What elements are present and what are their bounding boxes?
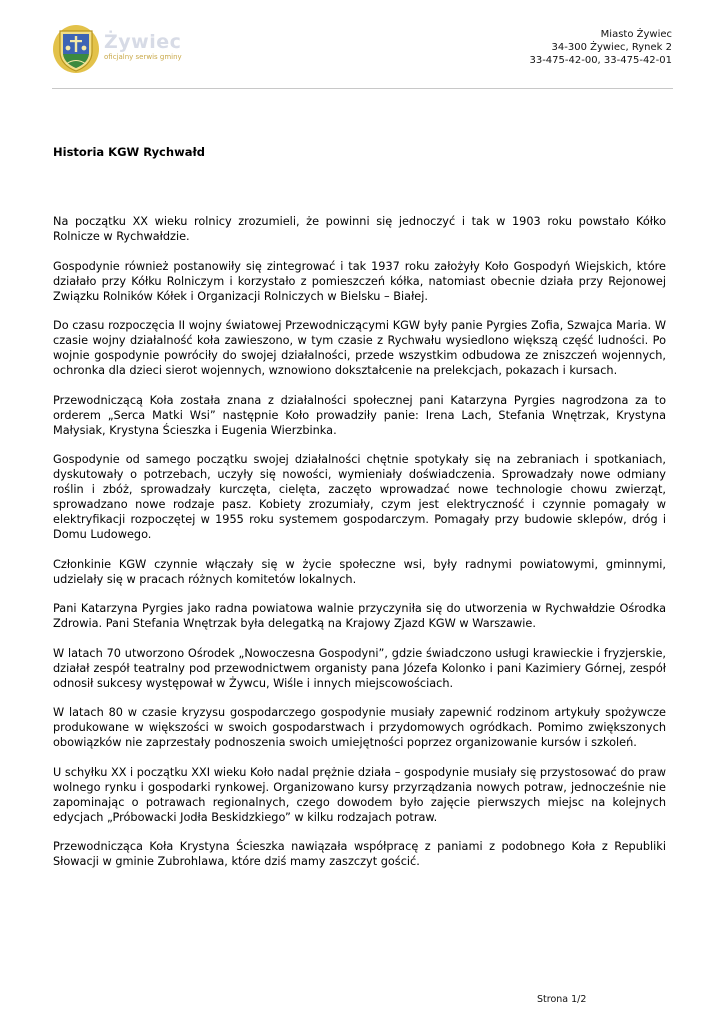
- shield-icon: [52, 24, 100, 74]
- paragraph: Członkinie KGW czynnie włączały się w życie społeczne wsi, były radnymi powiatowymi, gminnymi, udzielały się w pracach różnych komitetów lokalnych.: [53, 557, 666, 586]
- header-divider: [52, 88, 673, 89]
- paragraph: W latach 70 utworzono Ośrodek „Nowoczesna Gospodyni”, gdzie świadczono usługi krawieckie i fryzjerskie, działał zespół teatralny pod przewodnictwem organisty pana Józefa Kolonko i pani Kazimiery Górnej, zespół odnosił sukcesy występował w Żywcu, Wiśle i innych miejscowościach.: [53, 646, 666, 690]
- paragraph: Pani Katarzyna Pyrgies jako radna powiatowa walnie przyczyniła się do utworzenia w Rychwałdzie Ośrodka Zdrowia. Pani Stefania Wnętrzak była delegatką na Krajowy Zjazd KGW w Warszawie.: [53, 602, 666, 630]
- contact-city: Miasto Żywiec: [600, 29, 672, 40]
- paragraph: Gospodynie od samego początku swojej działalności chętnie spotykały się na zebraniach i spotkaniach, dyskutowały o potrzebach, uczyły się nowości, wymieniały doświadczenia. Sprowadzały nowe odmiany roślin i zbóż, sprowadzały kurczęta, cielęta, zaczęto wprowadzać nowe technologie chowu zwierząt, sprowadzano nowe rodzaje pasz. Kobiety zrozumiały, czym jest elektryczność i czynnie pomagały w elektryfikacji rozpoczętej w 1955 roku systemem gospodarczym. Pomagały przy budowie sklepów, dróg i Domu Ludowego.: [53, 453, 666, 541]
- page-title: Historia KGW Rychwałd: [53, 145, 205, 159]
- article-body: [53, 214, 666, 884]
- brand-subtitle: oficjalny serwis gminy: [104, 53, 182, 61]
- paragraph: Do czasu rozpoczęcia II wojny światowej Przewodniczącymi KGW były panie Pyrgies Zofia, Szwajca Maria. W czasie wojny działalność koła zawieszono, w tym czasie z Rychwału wysiedlono większą część ludności. Po wojnie gospodynie powróciły do swojej działalności, przede wszystkim odbudowa ze zniszczeń wojennych, ochronka dla dzieci sierot wojennych, wznowiono dokształcenie na prelekcjach, pokazach i kursach.: [53, 319, 666, 377]
- contact-phones: 33-475-42-00, 33-475-42-01: [529, 55, 672, 66]
- contact-info: [529, 28, 672, 67]
- brand[interactable]: [104, 31, 182, 62]
- page-number: Strona 1/2: [537, 994, 587, 1005]
- paragraph: W latach 80 w czasie kryzysu gospodarczego gospodynie musiały zapewnić rodzinom artykuły spożywcze produkowane w większości w swoich gospodarstwach i przydomowych ogródkach. Pomimo zwiększonych obowiązków nie zaprzestały podnoszenia swoich umiejętności poprzez organizowanie kursów i szkoleń.: [53, 706, 666, 749]
- paragraph: Przewodniczącą Koła została znana z działalności społecznej pani Katarzyna Pyrgies nagrodzona za to orderem „Serca Matki Wsi” następnie Koło prowadziły panie: Irena Lach, Stefania Wnętrzak, Krystyna Małysiak, Krystyna Ścieszka i Eugenia Wierzbinka.: [53, 393, 666, 437]
- paragraph: Na początku XX wieku rolnicy zrozumieli, że powinni się jednoczyć i tak w 1903 roku powstało Kółko Rolnicze w Rychwałdzie.: [53, 215, 666, 243]
- paragraph: Przewodnicząca Koła Krystyna Ścieszka nawiązała współpracę z paniami z podobnego Koła z Republiki Słowacji w gminie Zubrohlawa, które dziś mamy zaszczyt gościć.: [53, 840, 666, 868]
- brand-name: Żywiec: [104, 31, 182, 53]
- contact-address: 34-300 Żywiec, Rynek 2: [551, 42, 672, 53]
- page-header: [52, 24, 672, 84]
- coat-of-arms-logo[interactable]: [52, 24, 100, 74]
- paragraph: U schyłku XX i początku XXI wieku Koło nadal prężnie działa – gospodynie musiały się przystosować do praw wolnego rynku i gospodarki rynkowej. Organizowano kursy przyrządzania nowych potraw, jednocześnie nie zapominając o potrawach regionalnych, czego dowodem było zajęcie pierwszych miejsc na kolejnych edycjach „Próbowacki Jodła Beskidzkiego” w kilku rodzajach potraw.: [53, 765, 666, 824]
- paragraph: Gospodynie również postanowiły się zintegrować i tak 1937 roku założyły Koło Gospodyń Wiejskich, które działało przy Kółku Rolniczym i korzystało z pomieszczeń kółka, natomiast obecnie działa przy Rejonowej Związku Rolników Kółek i Organizacji Rolniczych w Bielsku – Białej.: [53, 259, 666, 303]
